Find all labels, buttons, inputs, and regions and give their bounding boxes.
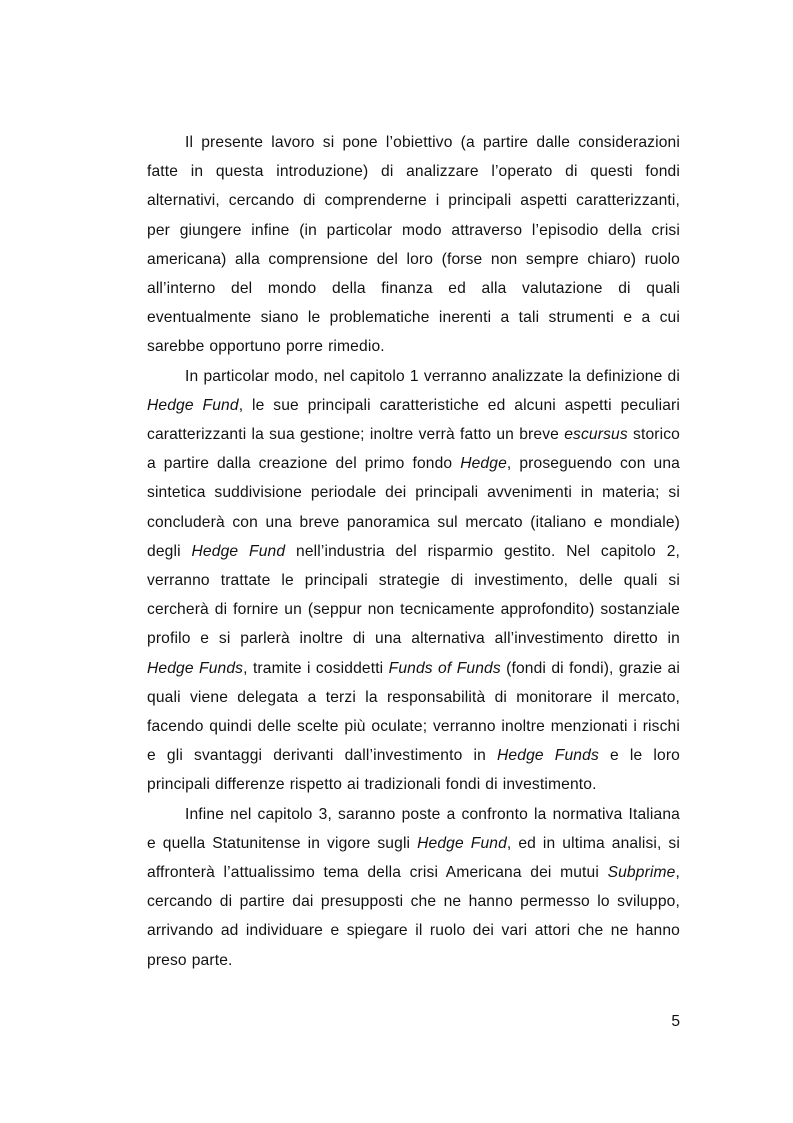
- text-run: e le loro principali differenze rispetto ai tradizionali fondi di investimento.: [147, 747, 680, 794]
- text-run: , tramite i cosiddetti: [243, 659, 389, 677]
- paragraph-1: [147, 128, 680, 362]
- text-run: Infine nel capitolo 3, saranno poste a confronto la normativa Italiana e quella Statunitense in vigore sugli: [147, 805, 680, 852]
- italic-term: Hedge Fund: [191, 542, 286, 560]
- italic-term: Hedge Fund: [147, 396, 239, 414]
- text-run: nell’industria del risparmio gestito. Nel capitolo 2, verranno trattate le principali strategie di investimento, delle quali si cercherà di fornire un (seppur non tecnicamente approfondito) sostanziale profilo e si parlerà inoltre di una alternativa all’investimento diretto in: [147, 542, 680, 648]
- italic-term: Subprime: [607, 864, 676, 882]
- text-run: , le sue principali caratteristiche ed alcuni aspetti peculiari caratterizzanti la sua gestione; inoltre verrà fatto un breve: [147, 396, 680, 444]
- text-run: (fondi di fondi), grazie ai quali viene delegata a terzi la responsabilità di monitorare il mercato, facendo quindi delle scelte più oculate; verranno inoltre menzionati i rischi e gli svantaggi derivanti dall’investimento in: [147, 659, 680, 765]
- text-run: , cercando di partire dai presupposti che ne hanno permesso lo sviluppo, arrivando ad individuare e spiegare il ruolo dei vari attori che ne hanno preso parte.: [147, 864, 680, 969]
- page-number: 5: [671, 1013, 680, 1030]
- text-run: , ed in ultima analisi, si affronterà l’attualissimo tema della crisi Americana dei mutui: [147, 834, 680, 882]
- text-run: Il presente lavoro si pone l’obiettivo (a partire dalle considerazioni fatte in questa introduzione) di analizzare l’operato di questi fondi alternativi, cercando di comprenderne i principali aspetti caratterizzanti, per giungere infine (in particolar modo attraverso l’episodio della crisi americana) alla comprensione del loro (forse non sempre chiaro) ruolo all’interno del mondo della finanza ed alla valutazione di quali eventualmente siano le problematiche inerenti a tali strumenti e a cui sarebbe opportuno porre rimedio.: [147, 134, 680, 356]
- italic-term: Hedge Fund: [417, 834, 507, 852]
- italic-term: Funds of Funds: [388, 659, 501, 677]
- italic-term: Hedge Funds: [147, 659, 244, 677]
- italic-term: Hedge Funds: [497, 747, 599, 765]
- italic-term: Hedge: [460, 455, 507, 473]
- italic-term: escursus: [564, 426, 628, 444]
- body-text: [147, 128, 680, 975]
- text-run: In particolar modo, nel capitolo 1 verranno analizzate la definizione di: [185, 367, 680, 385]
- paragraph-2: [147, 362, 680, 800]
- paragraph-3: [147, 800, 680, 975]
- text-run: storico a partire dalla creazione del primo fondo: [147, 426, 680, 473]
- text-run: , proseguendo con una sintetica suddivisione periodale dei principali avvenimenti in materia; si concluderà con una breve panoramica sul mercato (italiano e mondiale) degli: [147, 455, 680, 560]
